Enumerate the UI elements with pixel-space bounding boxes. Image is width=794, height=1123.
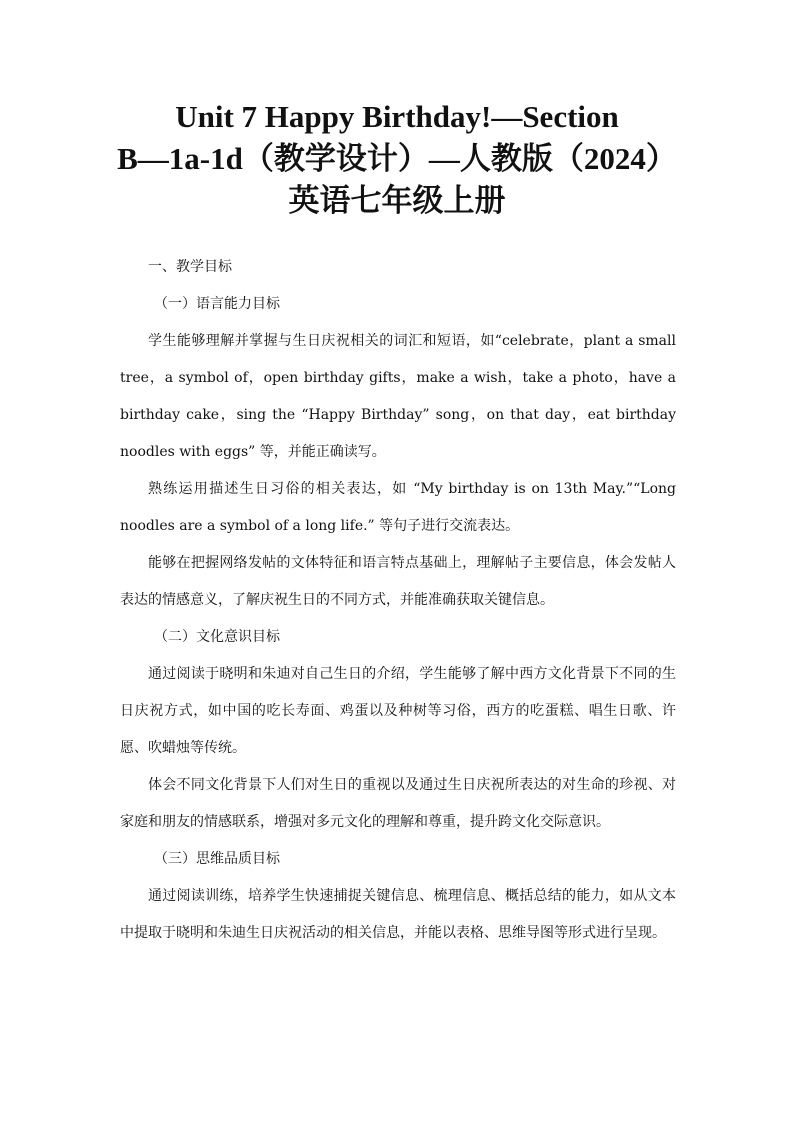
paragraph-post-reading: 能够在把握网络发帖的文体特征和语言特点基础上，理解帖子主要信息，体会发帖人表达的情感意义，了解庆祝生日的不同方式，并能准确获取关键信息。 <box>120 555 676 608</box>
document-body <box>120 249 676 952</box>
paragraph-expressions: 熟练运用描述生日习俗的相关表达，如 “My birthday is on 13th May.”“Long noodles are a symbol of a long life.” 等句子进行交流表达。 <box>120 481 676 534</box>
document-title <box>100 96 694 222</box>
paragraph-birthday-customs: 通过阅读于晓明和朱迪对自己生日的介绍，学生能够了解中西方文化背景下不同的生日庆祝方式，如中国的吃长寿面、鸡蛋以及种树等习俗，西方的吃蛋糕、唱生日歌、许愿、吹蜡烛等传统。 <box>120 666 676 756</box>
section-heading-teaching-goals: 一、教学目标 <box>148 259 232 275</box>
paragraph-cross-cultural: 体会不同文化背景下人们对生日的重视以及通过生日庆祝所表达的对生命的珍视、对家庭和朋友的情感联系，增强对多元文化的理解和尊重，提升跨文化交际意识。 <box>120 777 676 830</box>
title-line-3: 英语七年级上册 <box>288 183 506 218</box>
title-line-2: B—1a-1d（教学设计）—人教版（2024） <box>117 141 677 176</box>
paragraph-vocabulary: 学生能够理解并掌握与生日庆祝相关的词汇和短语，如“celebrate，plant a small tree，a symbol of，open birthday gifts，make a wish，take a photo，have a birthday cake，sing the “Happy Birthday” song，on that day，eat birthday noodles with eggs” 等，并能正确读写。 <box>120 333 676 460</box>
paragraph-reading-training: 通过阅读训练，培养学生快速捕捉关键信息、梳理信息、概括总结的能力，如从文本中提取于晓明和朱迪生日庆祝活动的相关信息，并能以表格、思维导图等形式进行呈现。 <box>120 888 676 941</box>
subheading-language-ability: （一）语言能力目标 <box>154 296 280 312</box>
subheading-thinking-quality: （三）思维品质目标 <box>154 851 280 867</box>
title-line-1: Unit 7 Happy Birthday!—Section <box>175 99 619 134</box>
subheading-cultural-awareness: （二）文化意识目标 <box>154 629 280 645</box>
